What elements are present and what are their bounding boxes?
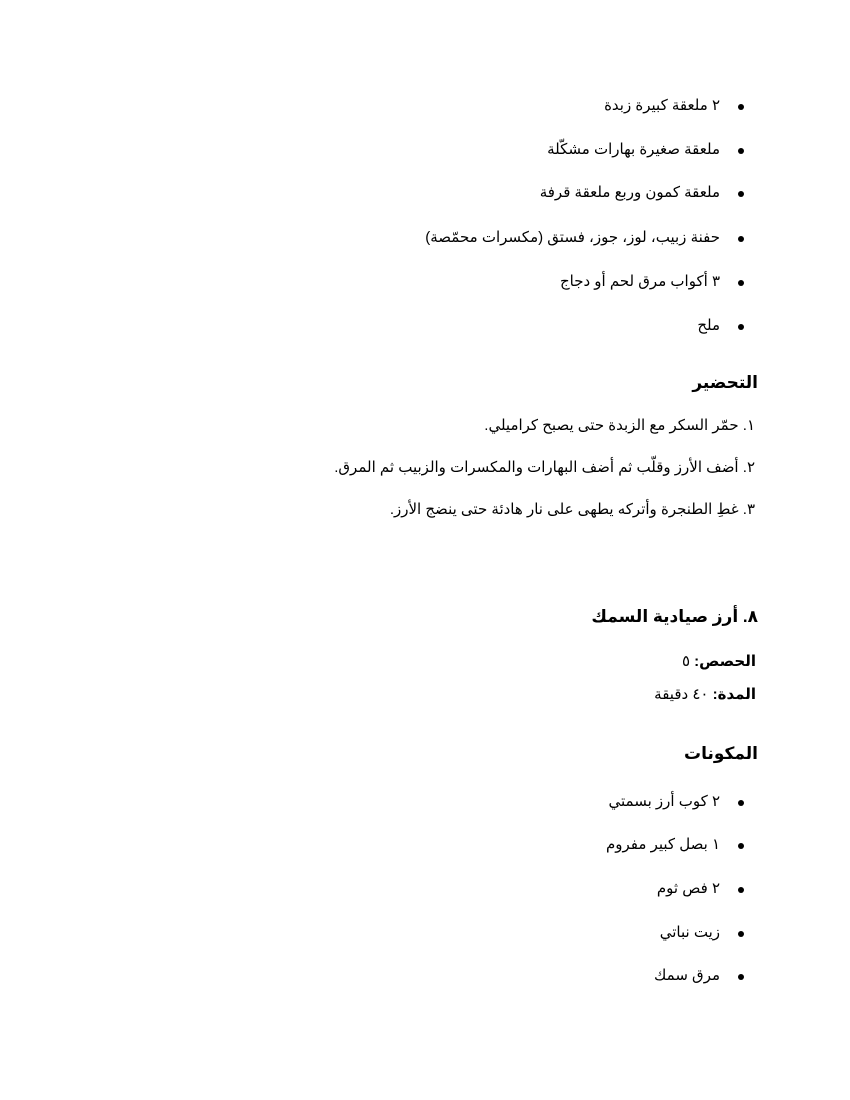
bullet xyxy=(738,931,744,937)
list-item: ١ بصل كبير مفروم xyxy=(605,836,720,853)
servings-label: الحصص: xyxy=(694,653,756,670)
bullet xyxy=(738,324,744,330)
bullet xyxy=(738,191,744,197)
duration-line xyxy=(654,685,756,705)
bullet xyxy=(738,104,744,110)
list-item: ملح xyxy=(697,317,720,334)
list-item: ٣ أكواب مرق لحم أو دجاج xyxy=(559,273,720,290)
bullet xyxy=(738,280,744,286)
list-item: ٢ كوب أرز بسمتي xyxy=(608,793,720,810)
bullet xyxy=(738,843,744,849)
step-item: ٢. أضف الأرز وقلّب ثم أضف البهارات والمكسرات والزبيب ثم المرق. xyxy=(334,459,755,476)
bullet xyxy=(738,974,744,980)
duration-value: ٤٠ دقيقة xyxy=(654,686,709,703)
servings-value: ٥ xyxy=(681,653,690,670)
list-item: ملعقة كمون وربع ملعقة قرفة xyxy=(539,184,720,201)
servings-line xyxy=(682,652,756,672)
list-item: مرق سمك xyxy=(654,967,720,984)
list-item: حفنة زبيب، لوز، جوز، فستق (مكسرات محمّصة) xyxy=(425,229,720,246)
ingredients-heading: المكونات xyxy=(683,744,758,763)
recipe-title: ٨. أرز صيادية السمك xyxy=(591,607,758,626)
bullet xyxy=(738,148,744,154)
list-item: ٢ فص ثوم xyxy=(656,880,720,897)
bullet xyxy=(738,800,744,806)
duration-label: المدة: xyxy=(712,686,756,703)
step-item: ٣. غطِ الطنجرة وأتركه يطهى على نار هادئة حتى ينضج الأرز. xyxy=(389,501,755,518)
bullet xyxy=(738,236,744,242)
list-item: زيت نباتي xyxy=(659,924,720,941)
list-item: ٢ ملعقة كبيرة زبدة xyxy=(604,97,720,114)
preparation-heading: التحضير xyxy=(692,373,758,392)
step-item: ١. حمّر السكر مع الزبدة حتى يصبح كراميلي. xyxy=(484,417,755,434)
list-item: ملعقة صغيرة بهارات مشكّلة xyxy=(547,141,720,158)
bullet xyxy=(738,887,744,893)
